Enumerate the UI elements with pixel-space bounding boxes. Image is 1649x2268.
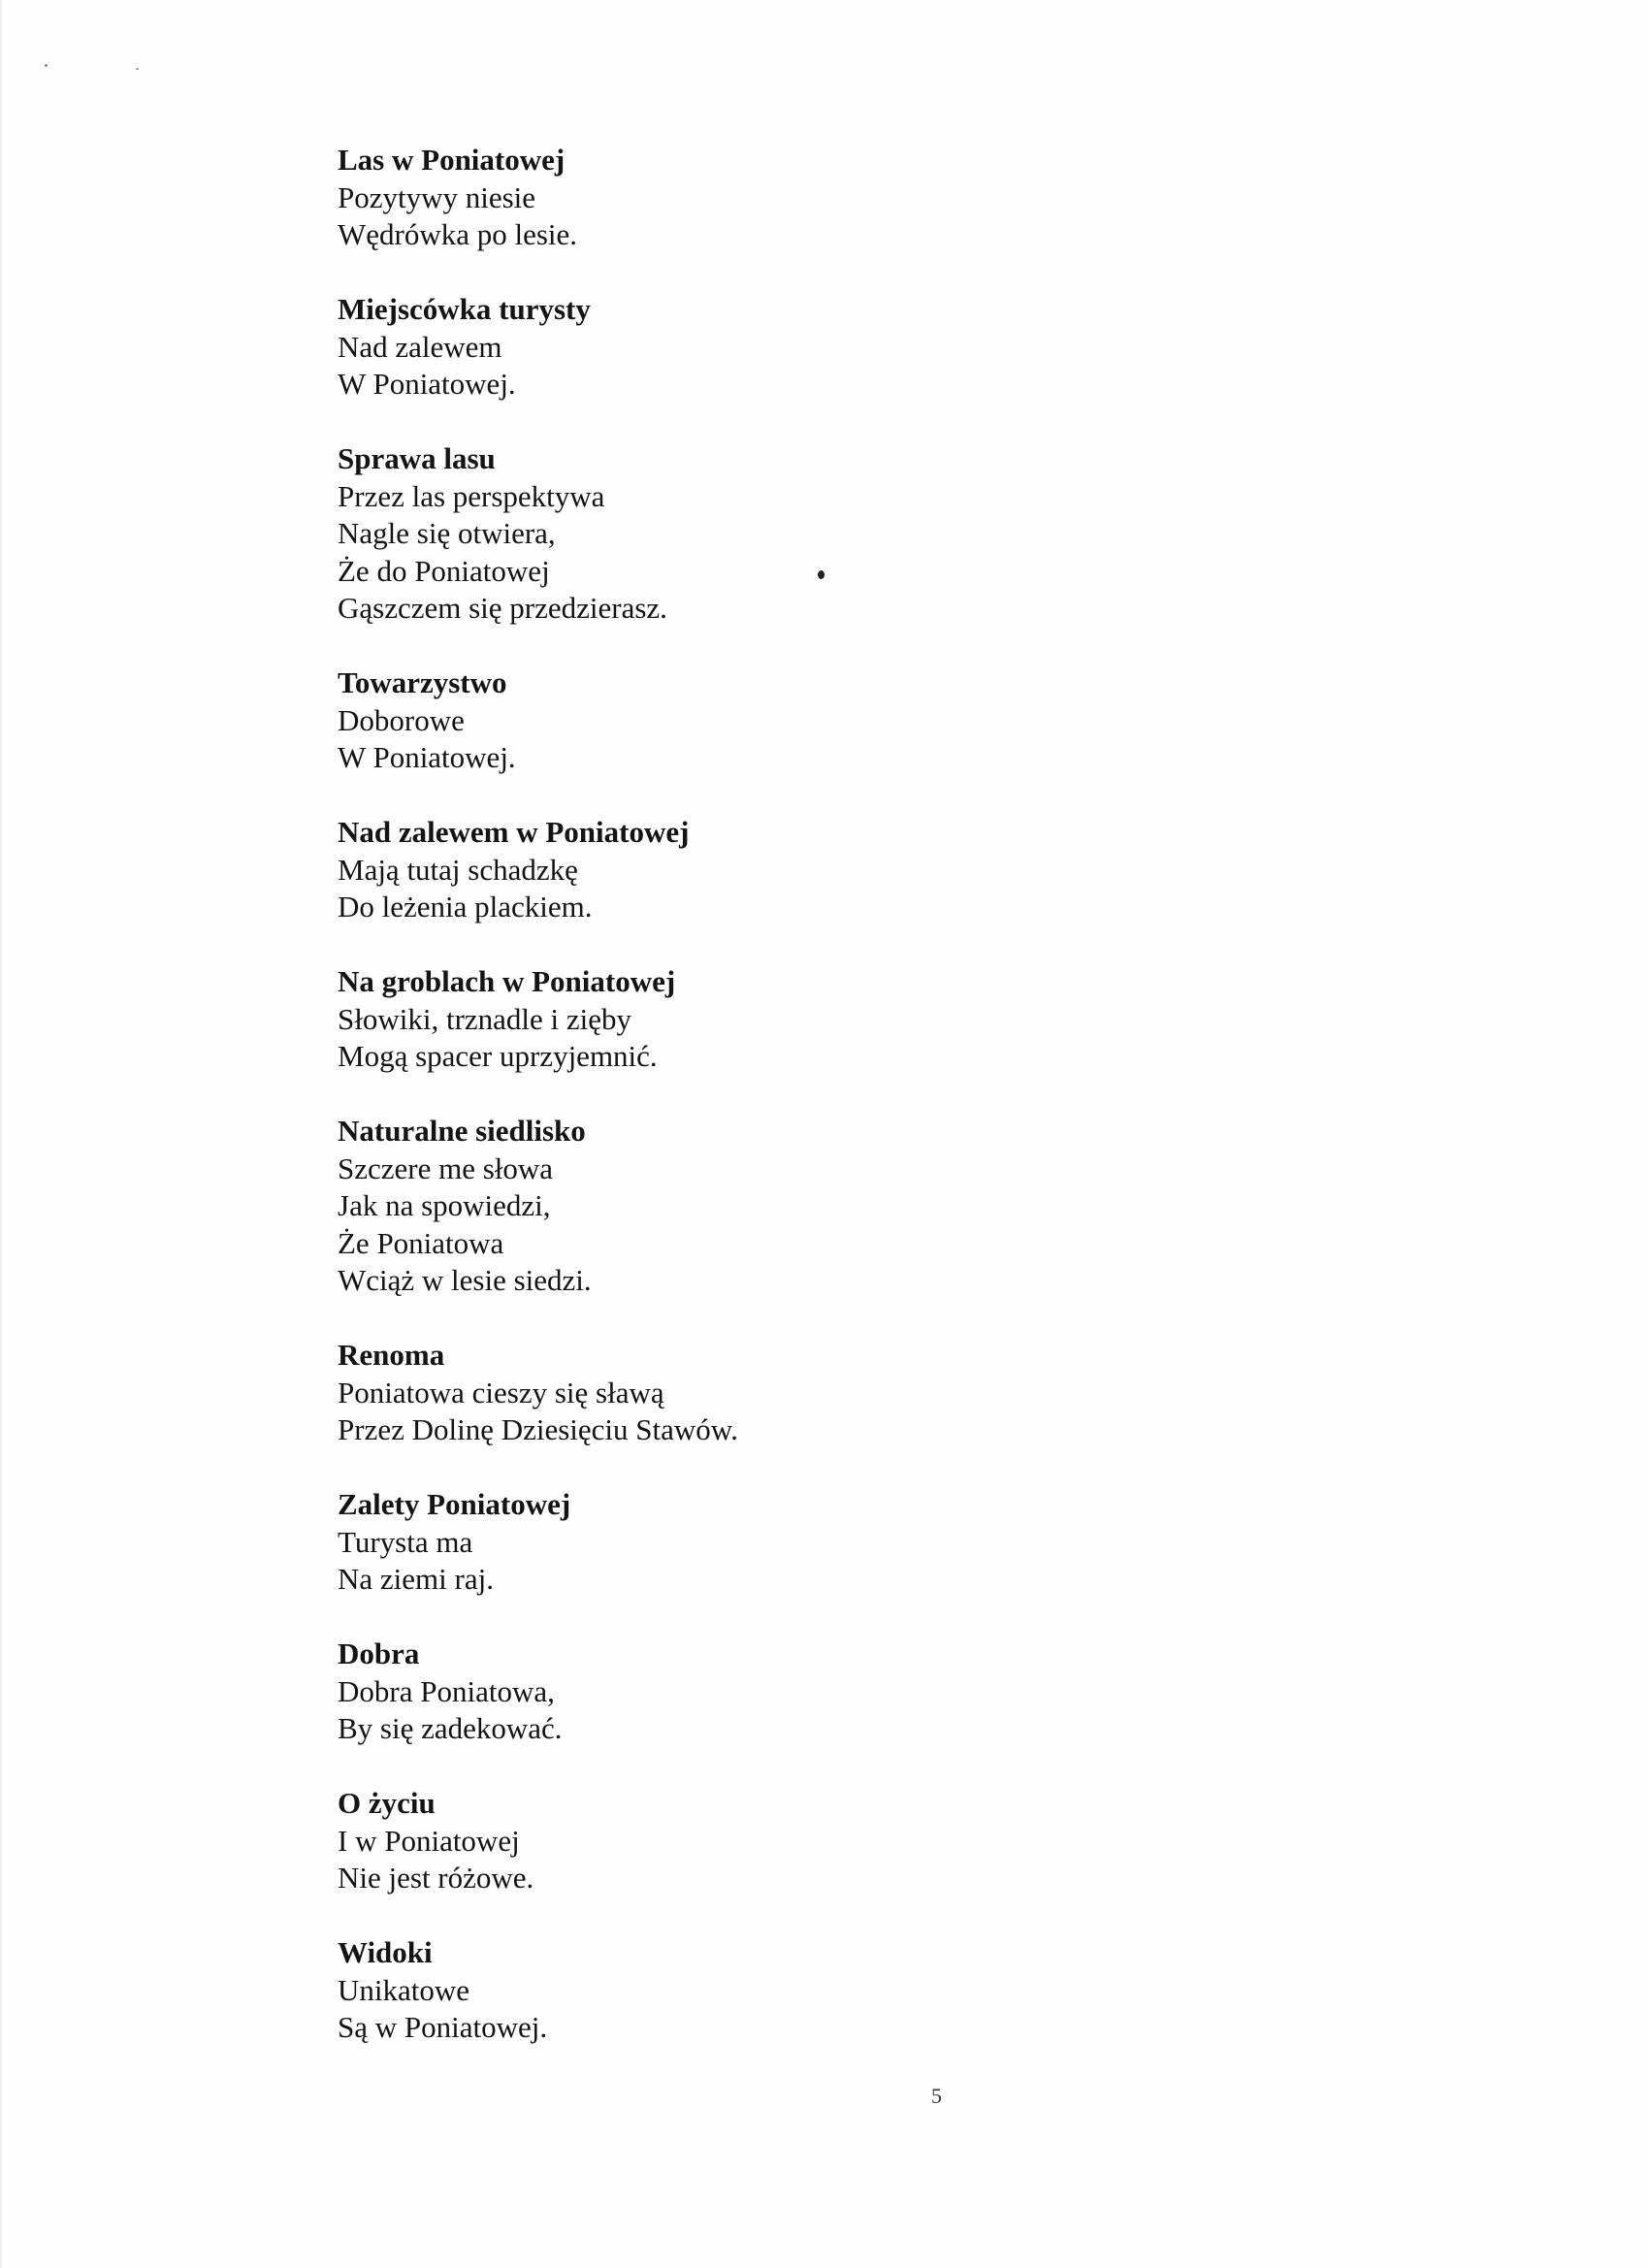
poem-line: Na ziemi raj. bbox=[338, 1562, 494, 1596]
poem-line: Że Poniatowa bbox=[338, 1225, 504, 1260]
poem-title: Las w Poniatowej bbox=[338, 143, 566, 177]
poem-title: Towarzystwo bbox=[338, 665, 507, 699]
poem bbox=[338, 440, 1356, 628]
poem-line: Szczere me słowa bbox=[338, 1150, 554, 1185]
poem-title: Na groblach w Poniatowej bbox=[338, 964, 676, 998]
poem-line: Przez las perspektywa bbox=[338, 478, 605, 513]
poem-line: Jak na spowiedzi, bbox=[338, 1188, 551, 1222]
poem-line: Nie jest różowe. bbox=[338, 1861, 534, 1895]
poem-line: Pozytywy niesie bbox=[338, 179, 536, 214]
poem-title: Renoma bbox=[338, 1338, 445, 1372]
poem-line: Że do Poniatowej bbox=[338, 553, 550, 588]
poem bbox=[338, 1785, 1356, 1897]
poem-line: I w Poniatowej bbox=[338, 1823, 520, 1858]
poem bbox=[338, 142, 1356, 254]
poem-title: Zalety Poniatowej bbox=[338, 1487, 571, 1521]
poem-line: Mają tutaj schadzkę bbox=[338, 852, 578, 887]
poem-line: Przez Dolinę Dziesięciu Stawów. bbox=[338, 1412, 738, 1446]
poem bbox=[338, 291, 1356, 404]
poem-line: Słowiki, trznadle i zięby bbox=[338, 1001, 632, 1036]
poem-title: Widoki bbox=[338, 1935, 433, 1969]
poem-line: Wędrówka po lesie. bbox=[338, 217, 578, 251]
poem-line: By się zadekować. bbox=[338, 1711, 563, 1745]
poem bbox=[338, 1113, 1356, 1300]
poem-line: Gąszczem się przedzierasz. bbox=[338, 591, 667, 625]
poem bbox=[338, 664, 1356, 777]
poem bbox=[338, 1934, 1356, 2047]
poem bbox=[338, 963, 1356, 1076]
poem-line: Mogą spacer uprzyjemnić. bbox=[338, 1039, 658, 1073]
poem-line: Wciąż w lesie siedzi. bbox=[338, 1263, 592, 1297]
poem-line: Nad zalewem bbox=[338, 329, 502, 364]
poem-title: Naturalne siedlisko bbox=[338, 1114, 586, 1148]
poem bbox=[338, 1337, 1356, 1449]
poem-line: Nagle się otwiera, bbox=[338, 516, 556, 550]
poem-line: Są w Poniatowej. bbox=[338, 2010, 548, 2044]
poem bbox=[338, 1636, 1356, 1748]
page-number: 5 bbox=[931, 2084, 942, 2108]
poem-line: W Poniatowej. bbox=[338, 367, 516, 401]
ink-speck bbox=[136, 68, 139, 70]
poem-title: O życiu bbox=[338, 1786, 436, 1820]
poem-line: Do leżenia plackiem. bbox=[338, 890, 593, 923]
poem-line: Dobra Poniatowa, bbox=[338, 1673, 555, 1708]
scan-edge bbox=[0, 0, 3, 2268]
poem-line: W Poniatowej. bbox=[338, 740, 516, 774]
poem-title: Sprawa lasu bbox=[338, 441, 496, 475]
poem-title: Dobra bbox=[338, 1636, 420, 1670]
poem bbox=[338, 814, 1356, 926]
poem bbox=[338, 1486, 1356, 1599]
ink-speck bbox=[45, 64, 48, 67]
poem-line: Unikatowe bbox=[338, 1972, 470, 2007]
poem-title: Miejscówka turysty bbox=[338, 292, 591, 326]
poem-line: Turysta ma bbox=[338, 1524, 473, 1559]
poem-line: Poniatowa cieszy się sławą bbox=[338, 1375, 664, 1409]
poem-title: Nad zalewem w Poniatowej bbox=[338, 815, 690, 849]
poem-line: Doborowe bbox=[338, 702, 465, 737]
poem-list bbox=[338, 142, 1356, 2084]
